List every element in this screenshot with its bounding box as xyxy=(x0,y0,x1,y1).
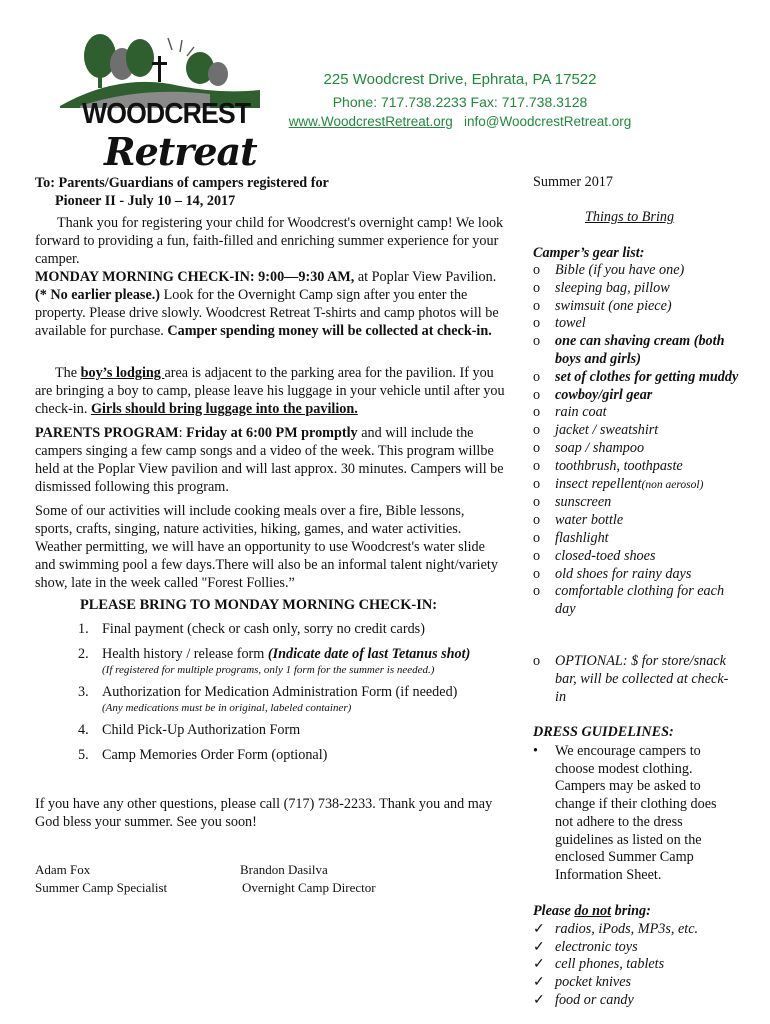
list-item xyxy=(533,298,743,316)
list-item xyxy=(533,262,743,280)
parents-program-time: Friday at 6:00 PM promptly xyxy=(186,425,358,441)
list-item xyxy=(533,369,743,387)
list-item xyxy=(533,992,733,1010)
circle-bullet-icon: o xyxy=(533,368,541,385)
gear-item-text: flashlight xyxy=(555,529,609,546)
do-not-post: bring: xyxy=(611,903,651,919)
list-item xyxy=(533,956,733,974)
do-not-bring-list xyxy=(533,921,733,1010)
list-item xyxy=(78,620,508,638)
spending-money-note: Camper spending money will be collected at check-in. xyxy=(167,323,492,339)
item-text: Health history / release form xyxy=(102,646,268,662)
circle-bullet-icon: o xyxy=(533,297,541,314)
website-link[interactable]: www.WoodcrestRetreat.org xyxy=(288,114,453,129)
gear-item-text: toothbrush, toothpaste xyxy=(555,457,683,474)
gear-item-text: water bottle xyxy=(555,512,624,529)
gear-item-text: comfortable clothing for each day xyxy=(555,583,725,618)
checkin-paragraph xyxy=(35,268,505,340)
activities-text: Some of our activities will include cooking meals over a fire, Bible lessons, sports, crafts, singing, nature activities, hiking, games, and water activities. Weather permitting, we will have an opportunity to use Woodcrest's water slide and swimming pool a few days.There will also be an informal talent night/variety show, late in the week called "Forest Follies.” xyxy=(35,503,498,591)
intro-paragraph xyxy=(35,214,505,268)
signature-1-title: Summer Camp Specialist xyxy=(35,880,168,895)
item-note: (Any medications must be in original, labeled container) xyxy=(102,702,352,714)
logo-trees-icon xyxy=(60,28,260,108)
list-item xyxy=(78,645,508,677)
gear-item-text: one can shaving cream (both boys and girls) xyxy=(555,333,725,367)
gear-item-text: sleeping bag, pillow xyxy=(555,279,670,296)
list-item xyxy=(533,404,743,422)
bring-title: PLEASE BRING TO MONDAY MORNING CHECK-IN: xyxy=(80,597,438,613)
signature-2 xyxy=(240,861,376,897)
gear-item-text: rain coat xyxy=(555,404,607,421)
list-item xyxy=(533,422,743,440)
item-note: (If registered for multiple programs, only 1 form for the summer is needed.) xyxy=(102,664,435,676)
item-number: 4. xyxy=(78,722,89,738)
bring-list xyxy=(78,620,508,771)
list-item xyxy=(533,315,743,333)
circle-bullet-icon: o xyxy=(533,262,541,278)
item-number: 3. xyxy=(78,684,89,700)
closing-paragraph xyxy=(35,795,505,831)
checkin-label: MONDAY MORNING CHECK-IN: 9:00—9:30 AM, xyxy=(35,269,355,285)
circle-bullet-icon: o xyxy=(533,653,541,669)
item-number: 5. xyxy=(78,747,89,763)
list-item xyxy=(533,387,743,405)
checkmark-icon: ✓ xyxy=(533,938,545,955)
signature-2-title: Overnight Camp Director xyxy=(242,880,376,895)
circle-bullet-icon: o xyxy=(533,494,541,511)
bullet-dot-icon: • xyxy=(533,743,538,759)
header-address: 225 Woodcrest Drive, Ephrata, PA 17522 xyxy=(323,71,597,88)
checkmark-icon: ✓ xyxy=(533,921,545,937)
do-not-item-text: cell phones, tablets xyxy=(555,956,665,973)
do-not-pre: Please xyxy=(533,903,575,919)
gear-item-text: sunscreen xyxy=(555,494,612,511)
circle-bullet-icon: o xyxy=(533,565,541,582)
recipient-block xyxy=(35,174,505,210)
do-not-bring-title xyxy=(533,903,748,920)
gear-item-text: closed-toed shoes xyxy=(555,547,656,564)
gear-item-text: soap / shampoo xyxy=(555,439,645,456)
list-item xyxy=(533,743,733,885)
list-item xyxy=(78,721,508,739)
signature-1 xyxy=(35,861,167,897)
header-links xyxy=(270,114,650,129)
things-to-bring-title: Things to Bring xyxy=(585,209,675,225)
item-text: Authorization for Medication Administration Form (if needed) xyxy=(102,684,458,700)
do-not-item-text: pocket knives xyxy=(555,974,632,991)
do-not-item-text: food or candy xyxy=(555,991,634,1008)
do-not-item-text: electronic toys xyxy=(555,938,638,955)
dress-text: We encourage campers to choose modest clothing. Campers may be asked to change if their clothing does not adhere to the dress guidelines as listed on the enclosed Summer Camp Information Sheet. xyxy=(555,743,717,883)
parents-program-paragraph xyxy=(35,424,505,496)
lodging-pre: The xyxy=(55,365,81,381)
gear-item-text: insect repellent xyxy=(555,475,642,492)
closing-text: If you have any other questions, please call (717) 738-2233. Thank you and may God bless your summer. See you soon! xyxy=(35,796,493,830)
circle-bullet-icon: o xyxy=(533,404,541,421)
parents-program-text: and will include the campers singing a few camp songs and a video of the week. This program willbe held at the Poplar View pavilion and will last approx. 30 minutes. Campers will be dismissed following this program. xyxy=(35,425,504,495)
circle-bullet-icon: o xyxy=(533,475,541,492)
gear-item-text: jacket / sweatshirt xyxy=(555,422,659,439)
logo-script: Retreat xyxy=(104,129,257,174)
item-text: Camp Memories Order Form (optional) xyxy=(102,747,328,763)
circle-bullet-icon: o xyxy=(533,279,541,296)
item-emphasis: (Indicate date of last Tetanus shot) xyxy=(267,646,471,662)
signature-1-name: Adam Fox xyxy=(35,862,91,877)
recipient-line: To: Parents/Guardians of campers registered for xyxy=(35,175,329,191)
gear-item-text: towel xyxy=(555,315,586,332)
girls-luggage-note: Girls should bring luggage into the pavilion. xyxy=(90,401,358,417)
list-item xyxy=(533,333,743,369)
circle-bullet-icon: o xyxy=(533,439,541,456)
program-dates: Pioneer II - July 10 – 14, 2017 xyxy=(55,193,236,209)
do-not-underlined: do not xyxy=(574,903,612,919)
gear-item-text: old shoes for rainy days xyxy=(555,565,692,582)
list-item xyxy=(533,583,743,619)
item-text: Child Pick-Up Authorization Form xyxy=(102,722,301,738)
list-item xyxy=(533,548,743,566)
gear-list xyxy=(533,262,743,619)
logo-name: WOODCREST xyxy=(82,98,251,130)
intro-text: Thank you for registering your child for Woodcrest's overnight camp! We look forward to providing a fun, faith-filled and enriching summer experience for your camper. xyxy=(35,215,504,267)
circle-bullet-icon: o xyxy=(533,315,541,332)
circle-bullet-icon: o xyxy=(533,422,541,439)
item-text: Final payment (check or cash only, sorry no credit cards) xyxy=(102,621,425,637)
gear-item-text: swimsuit (one piece) xyxy=(555,297,672,314)
list-item xyxy=(533,921,733,939)
header-phone: Phone: 717.738.2233 Fax: 717.738.3128 xyxy=(332,94,588,110)
list-item xyxy=(533,494,743,512)
list-item xyxy=(533,653,733,706)
list-item xyxy=(533,280,743,298)
checkin-location: at Poplar View Pavilion. xyxy=(354,269,497,285)
lodging-text: area is adjacent to the parking area for the pavilion. If you are bringing a boy to camp, please leave his luggage in your vehicle until after you check-in. xyxy=(35,365,505,417)
optional-text: OPTIONAL: $ for store/snack bar, will be collected at check-in xyxy=(555,653,729,705)
circle-bullet-icon: o xyxy=(533,529,541,546)
checkmark-icon: ✓ xyxy=(533,956,545,973)
woodcrest-logo xyxy=(60,28,260,178)
list-item xyxy=(533,440,743,458)
list-item xyxy=(533,530,743,548)
dress-guidelines-title: DRESS GUIDELINES: xyxy=(533,724,674,740)
gear-list-title: Camper’s gear list: xyxy=(533,245,645,261)
parents-program-label: PARENTS PROGRAM xyxy=(35,425,179,441)
list-item xyxy=(533,939,733,957)
checkmark-icon: ✓ xyxy=(533,991,545,1008)
list-item xyxy=(533,974,733,992)
list-item xyxy=(533,512,743,530)
checkin-details: Look for the Overnight Camp sign after you enter the property. Please drive slowly. Woodcrest Retreat T-shirts and camp photos will be available for purchase. xyxy=(35,287,499,339)
lodging-paragraph xyxy=(35,364,505,418)
optional-list xyxy=(533,653,733,706)
activities-paragraph xyxy=(35,502,505,592)
dress-list xyxy=(533,743,733,885)
item-number: 2. xyxy=(78,646,89,662)
list-item xyxy=(533,476,743,495)
circle-bullet-icon: o xyxy=(533,333,541,350)
circle-bullet-icon: o xyxy=(533,512,541,529)
list-item xyxy=(78,683,508,715)
do-not-item-text: radios, iPods, MP3s, etc. xyxy=(555,921,699,937)
gear-item-text: cowboy/girl gear xyxy=(555,386,653,403)
gear-item-note: (non aerosol) xyxy=(641,478,704,491)
parents-colon: : xyxy=(178,425,187,441)
no-earlier-note: (* No earlier please.) xyxy=(35,287,161,303)
circle-bullet-icon: o xyxy=(533,386,541,403)
list-item xyxy=(78,746,508,764)
circle-bullet-icon: o xyxy=(533,547,541,564)
item-number: 1. xyxy=(78,621,89,637)
circle-bullet-icon: o xyxy=(533,457,541,474)
boys-lodging: boy’s lodging xyxy=(80,365,165,381)
season-label: Summer 2017 xyxy=(533,174,613,190)
checkmark-icon: ✓ xyxy=(533,974,545,991)
gear-item-text: Bible (if you have one) xyxy=(555,262,685,278)
signature-2-name: Brandon Dasilva xyxy=(240,862,328,877)
circle-bullet-icon: o xyxy=(533,583,541,600)
gear-item-text: set of clothes for getting muddy xyxy=(555,368,739,385)
email-link[interactable]: info@WoodcrestRetreat.org xyxy=(464,114,632,129)
list-item xyxy=(533,566,743,584)
list-item xyxy=(533,458,743,476)
